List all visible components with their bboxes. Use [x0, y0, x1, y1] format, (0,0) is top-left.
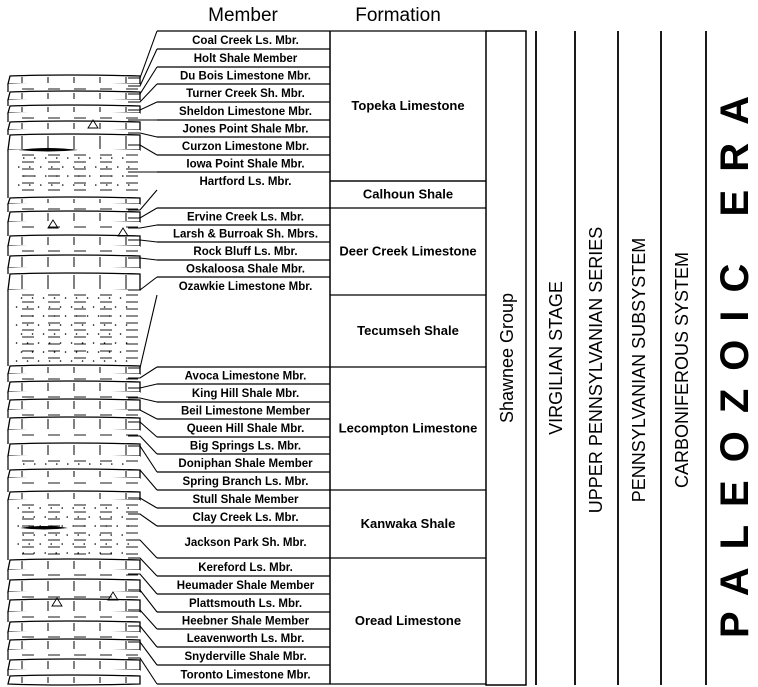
sand-dot	[61, 543, 63, 545]
sand-dot	[111, 463, 113, 465]
member-table	[157, 31, 330, 684]
sand-dot	[43, 297, 45, 299]
sand-dot	[127, 543, 129, 545]
member-name: Toronto Limestone Mbr.	[180, 669, 311, 682]
sand-dot	[94, 507, 96, 509]
stage-label: VIRGILIAN STAGE	[546, 281, 566, 435]
subsystem-label: PENNSYLVANIAN SUBSYSTEM	[629, 237, 649, 503]
member-name: Larsh & Burroak Sh. Mbrs.	[172, 228, 319, 241]
sand-dot	[23, 175, 25, 177]
sand-dot	[88, 516, 90, 518]
member-name: Turner Creek Sh. Mbr.	[186, 88, 305, 100]
sand-dot	[50, 507, 52, 509]
sand-dot	[32, 333, 34, 335]
member-name: Iowa Point Shale Mbr.	[186, 158, 305, 171]
sand-dot	[126, 342, 128, 344]
shale-bed	[8, 290, 140, 366]
sand-dot	[76, 351, 78, 353]
sand-dot	[34, 157, 36, 159]
sand-dot	[109, 297, 111, 299]
member-name: Snyderville Shale Mbr.	[184, 651, 307, 663]
sand-dot	[22, 552, 24, 554]
sand-dot	[18, 166, 20, 168]
sand-dot	[45, 157, 47, 159]
sand-dot	[54, 351, 56, 353]
member-name: Spring Branch Ls. Mbr.	[182, 476, 309, 488]
sand-dot	[38, 306, 40, 308]
sand-dot	[93, 360, 95, 362]
sand-dot	[104, 360, 106, 362]
sand-dot	[104, 306, 106, 308]
sand-dot	[121, 516, 123, 518]
era-label: PALEOZOIC ERA	[713, 78, 757, 638]
sand-dot	[89, 157, 91, 159]
sand-dot	[21, 297, 23, 299]
sand-dot	[98, 333, 100, 335]
sand-dot	[104, 342, 106, 344]
series-label: UPPER PENNSYLVANIAN SERIES	[586, 226, 606, 514]
sand-dot	[67, 175, 69, 177]
member-name: Queen Hill Shale Mbr.	[186, 423, 305, 435]
sand-dot	[67, 157, 69, 159]
sand-dot	[61, 525, 63, 527]
sand-dot	[105, 543, 107, 545]
sand-dot	[66, 516, 68, 518]
sand-dot	[71, 324, 73, 326]
sand-dot	[105, 525, 107, 527]
sand-dot	[60, 360, 62, 362]
sand-dot	[43, 333, 45, 335]
member-name: Avoca Limestone Mbr.	[184, 370, 307, 383]
shale-bed	[8, 150, 140, 198]
formation-name: Tecumseh Shale	[357, 323, 459, 338]
member-name: Ozawkie Limestone Mbr.	[178, 281, 313, 293]
member-name: Plattsmouth Ls. Mbr.	[188, 598, 303, 610]
sand-dot	[78, 463, 80, 465]
sand-dot	[120, 333, 122, 335]
sand-dot	[105, 507, 107, 509]
sand-dot	[76, 297, 78, 299]
sand-dot	[29, 184, 31, 186]
shale-bed	[8, 430, 140, 444]
group-label: Shawnee Group	[497, 292, 517, 424]
sand-dot	[49, 306, 51, 308]
sand-dot	[82, 342, 84, 344]
sand-dot	[32, 297, 34, 299]
formation-name: Kanwaka Shale	[360, 516, 456, 531]
sand-dot	[77, 516, 79, 518]
sand-dot	[28, 543, 30, 545]
sand-dot	[16, 306, 18, 308]
sand-dot	[115, 360, 117, 362]
formation-name: Topeka Limestone	[351, 98, 465, 113]
sand-dot	[122, 175, 124, 177]
sand-dot	[95, 184, 97, 186]
sand-dot	[82, 306, 84, 308]
sand-dot	[83, 525, 85, 527]
sand-dot	[109, 333, 111, 335]
sand-dot	[99, 534, 101, 536]
sand-dot	[89, 463, 91, 465]
sand-dot	[82, 360, 84, 362]
sand-dot	[56, 175, 58, 177]
sand-dot	[51, 166, 53, 168]
sand-dot	[33, 534, 35, 536]
sand-dot	[111, 157, 113, 159]
sand-dot	[22, 534, 24, 536]
sand-dot	[115, 324, 117, 326]
sand-dot	[21, 315, 23, 317]
member-name: Leavenworth Ls. Mbr.	[186, 633, 305, 645]
sand-dot	[126, 324, 128, 326]
sand-dot	[32, 351, 34, 353]
sand-dot	[76, 315, 78, 317]
sand-dot	[98, 351, 100, 353]
sand-dot	[16, 342, 18, 344]
sand-dot	[126, 306, 128, 308]
sand-dot	[34, 463, 36, 465]
member-name: Oskaloosa Shale Mbr.	[186, 263, 305, 276]
sand-dot	[77, 534, 79, 536]
member-name: Sheldon Limestone Mbr.	[179, 106, 312, 118]
sand-dot	[55, 552, 57, 554]
member-name: Heumader Shale Member	[176, 580, 315, 592]
sand-dot	[120, 315, 122, 317]
shale-bed	[8, 456, 140, 470]
sand-dot	[55, 534, 57, 536]
sand-dot	[109, 315, 111, 317]
sand-dot	[65, 315, 67, 317]
sand-dot	[17, 525, 19, 527]
sand-dot	[98, 297, 100, 299]
sand-dot	[67, 463, 69, 465]
sand-dot	[44, 516, 46, 518]
sand-dot	[28, 507, 30, 509]
sand-dot	[27, 306, 29, 308]
sand-dot	[27, 342, 29, 344]
sand-dot	[72, 507, 74, 509]
sand-dot	[76, 333, 78, 335]
sand-dot	[110, 534, 112, 536]
sand-dot	[65, 351, 67, 353]
sand-dot	[22, 516, 24, 518]
sand-dot	[100, 157, 102, 159]
sand-dot	[16, 324, 18, 326]
sand-dot	[39, 543, 41, 545]
member-name: Du Bois Limestone Mbr.	[180, 70, 311, 83]
sand-dot	[106, 166, 108, 168]
sand-dot	[127, 507, 129, 509]
sand-dot	[116, 507, 118, 509]
sand-dot	[117, 166, 119, 168]
sand-dot	[89, 175, 91, 177]
member-name: Rock Bluff Ls. Mbr.	[193, 246, 298, 258]
sand-dot	[99, 552, 101, 554]
sand-dot	[126, 360, 128, 362]
sand-dot	[87, 333, 89, 335]
sand-dot	[27, 324, 29, 326]
sand-dot	[23, 157, 25, 159]
sand-dot	[88, 552, 90, 554]
member-name: Heebner Shale Member	[181, 615, 310, 628]
formation-column-header: Formation	[355, 5, 441, 26]
sand-dot	[72, 543, 74, 545]
sand-dot	[38, 342, 40, 344]
sand-dot	[60, 306, 62, 308]
sand-dot	[56, 157, 58, 159]
sand-dot	[109, 351, 111, 353]
member-name: Hartford Ls. Mbr.	[199, 176, 292, 188]
sand-dot	[44, 552, 46, 554]
sand-dot	[121, 534, 123, 536]
sand-dot	[95, 166, 97, 168]
sand-dot	[71, 306, 73, 308]
sand-dot	[87, 351, 89, 353]
sand-dot	[77, 552, 79, 554]
sand-dot	[16, 360, 18, 362]
sand-dot	[23, 463, 25, 465]
sand-dot	[28, 525, 30, 527]
sand-dot	[29, 166, 31, 168]
formation-table	[330, 31, 486, 684]
member-column-header: Member	[208, 5, 278, 26]
sand-dot	[65, 333, 67, 335]
sand-dot	[115, 306, 117, 308]
sand-dot	[120, 297, 122, 299]
sand-dot	[49, 324, 51, 326]
member-name: Coal Creek Ls. Mbr.	[192, 35, 299, 47]
sand-dot	[128, 184, 130, 186]
sand-dot	[116, 525, 118, 527]
sand-dot	[73, 166, 75, 168]
lithologic-column	[8, 75, 140, 685]
sand-dot	[120, 351, 122, 353]
sand-dot	[17, 507, 19, 509]
sand-dot	[72, 525, 74, 527]
sand-dot	[83, 507, 85, 509]
sand-dot	[100, 463, 102, 465]
system-label: CARBONIFEROUS SYSTEM	[672, 251, 692, 489]
formation-name: Oread Limestone	[354, 613, 462, 628]
sand-dot	[43, 351, 45, 353]
tie-line	[128, 31, 157, 78]
member-name: Big Springs Ls. Mbr.	[189, 440, 302, 453]
sand-dot	[106, 184, 108, 186]
member-name: Doniphan Shale Member	[178, 458, 313, 470]
sand-dot	[65, 297, 67, 299]
sand-dot	[121, 552, 123, 554]
member-name: Ervine Creek Ls. Mbr.	[187, 211, 304, 224]
sand-dot	[94, 543, 96, 545]
sand-dot	[116, 543, 118, 545]
sand-dot	[40, 184, 42, 186]
sand-dot	[87, 315, 89, 317]
sand-dot	[56, 463, 58, 465]
sand-dot	[34, 175, 36, 177]
sand-dot	[71, 360, 73, 362]
sand-dot	[94, 525, 96, 527]
sand-dot	[38, 360, 40, 362]
member-name: Kereford Ls. Mbr.	[198, 562, 293, 574]
sand-dot	[60, 324, 62, 326]
member-name: Beil Limestone Member	[180, 405, 311, 418]
sand-dot	[50, 543, 52, 545]
sand-dot	[117, 184, 119, 186]
sand-dot	[127, 525, 129, 527]
member-name: Curzon Limestone Mbr.	[181, 141, 310, 153]
sand-dot	[62, 166, 64, 168]
member-name: Jackson Park Sh. Mbr.	[184, 537, 307, 549]
sand-dot	[49, 342, 51, 344]
sand-dot	[49, 360, 51, 362]
sand-dot	[21, 351, 23, 353]
sand-dot	[78, 175, 80, 177]
sand-dot	[110, 552, 112, 554]
sand-dot	[98, 315, 100, 317]
sand-dot	[99, 516, 101, 518]
sand-dot	[38, 324, 40, 326]
sand-dot	[100, 175, 102, 177]
sand-dot	[55, 516, 57, 518]
sand-dot	[39, 507, 41, 509]
sand-dot	[51, 184, 53, 186]
sand-dot	[104, 324, 106, 326]
sand-dot	[83, 543, 85, 545]
sand-dot	[43, 315, 45, 317]
sand-dot	[82, 324, 84, 326]
member-name: Stull Shale Member	[192, 494, 299, 506]
sand-dot	[110, 516, 112, 518]
sand-dot	[44, 534, 46, 536]
member-name: Jones Point Shale Mbr.	[182, 123, 309, 136]
sand-dot	[73, 184, 75, 186]
formation-name: Deer Creek Limestone	[339, 243, 477, 259]
sand-dot	[18, 184, 20, 186]
sand-dot	[115, 342, 117, 344]
sand-dot	[71, 342, 73, 344]
sand-dot	[54, 333, 56, 335]
sand-dot	[128, 166, 130, 168]
sand-dot	[88, 534, 90, 536]
sand-dot	[40, 166, 42, 168]
member-name: Clay Creek Ls. Mbr.	[192, 512, 299, 524]
shale-bed	[8, 478, 140, 492]
sand-dot	[33, 516, 35, 518]
sand-dot	[45, 463, 47, 465]
formation-name: Calhoun Shale	[362, 186, 454, 202]
sand-dot	[21, 333, 23, 335]
sand-dot	[66, 534, 68, 536]
sand-dot	[122, 157, 124, 159]
sand-dot	[122, 463, 124, 465]
sand-dot	[61, 507, 63, 509]
formation-name: Lecompton Limestone	[338, 420, 478, 436]
sand-dot	[78, 157, 80, 159]
member-name: King Hill Shale Mbr.	[191, 388, 300, 400]
sand-dot	[93, 324, 95, 326]
sand-dot	[54, 315, 56, 317]
sand-dot	[45, 175, 47, 177]
sand-dot	[33, 552, 35, 554]
sand-dot	[84, 184, 86, 186]
sand-dot	[111, 175, 113, 177]
member-name: Holt Shale Member	[193, 53, 298, 65]
sand-dot	[54, 297, 56, 299]
sand-dot	[62, 184, 64, 186]
sand-dot	[32, 315, 34, 317]
sand-dot	[87, 297, 89, 299]
shale-bed	[8, 500, 140, 560]
sand-dot	[66, 552, 68, 554]
sand-dot	[93, 306, 95, 308]
shale-bed	[8, 222, 140, 236]
sand-dot	[93, 342, 95, 344]
sand-dot	[60, 342, 62, 344]
sand-dot	[27, 360, 29, 362]
sand-dot	[84, 166, 86, 168]
sand-dot	[17, 543, 19, 545]
